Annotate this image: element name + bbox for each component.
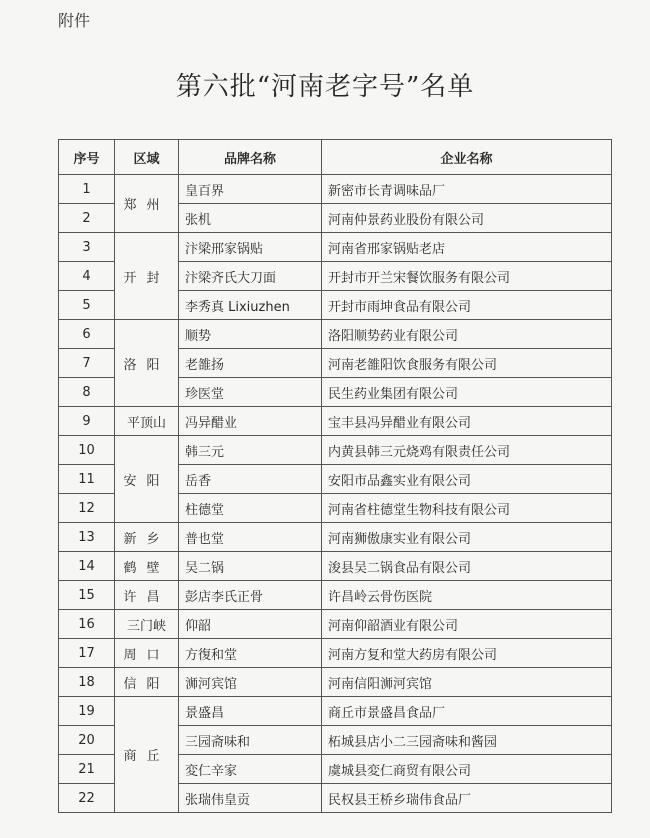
company-name-cell: 河南狮傲康实业有限公司 [322,523,612,552]
brand-name-cell: 冯异醋业 [179,407,322,436]
table-row [59,175,612,204]
table-row [59,523,612,552]
table-row [59,320,612,349]
company-name-cell: 河南老雒阳饮食服务有限公司 [322,349,612,378]
company-name-cell: 河南方复和堂大药房有限公司 [322,639,612,668]
region-cell: 鹤壁 [115,552,179,581]
company-name-cell: 开封市雨坤食品有限公司 [322,291,612,320]
company-name-cell: 民权县王桥乡瑞伟食品厂 [322,784,612,813]
row-number: 1 [59,175,115,204]
region-cell: 许昌 [115,581,179,610]
brand-list-table [58,139,612,813]
brand-name-cell: 仰韶 [179,610,322,639]
company-name-cell: 安阳市品鑫实业有限公司 [322,465,612,494]
column-header-region: 区域 [115,140,179,175]
company-name-cell: 商丘市景盛昌食品厂 [322,697,612,726]
region-cell: 安阳 [115,436,179,523]
brand-name-cell: 张瑞伟皇贡 [179,784,322,813]
region-cell: 新乡 [115,523,179,552]
brand-name-cell: 岳香 [179,465,322,494]
brand-name-cell: 珍医堂 [179,378,322,407]
region-cell: 商丘 [115,697,179,813]
company-name-cell: 许昌岭云骨伤医院 [322,581,612,610]
row-number: 9 [59,407,115,436]
column-header-brand: 品牌名称 [179,140,322,175]
row-number: 3 [59,233,115,262]
company-name-cell: 民生药业集团有限公司 [322,378,612,407]
brand-name-cell: 三园斋味和 [179,726,322,755]
brand-name-cell: 方復和堂 [179,639,322,668]
document-title: 第六批“河南老字号”名单 [175,72,475,102]
table-row [59,697,612,726]
table-row [59,552,612,581]
region-cell: 平顶山 [115,407,179,436]
company-name-cell: 河南仰韶酒业有限公司 [322,610,612,639]
row-number: 18 [59,668,115,697]
column-header-number: 序号 [59,140,115,175]
row-number: 22 [59,784,115,813]
column-header-company: 企业名称 [322,140,612,175]
table-header-row [59,140,612,175]
company-name-cell: 河南仲景药业股份有限公司 [322,204,612,233]
brand-name-cell: 彭店李氏正骨 [179,581,322,610]
row-number: 14 [59,552,115,581]
row-number: 17 [59,639,115,668]
brand-name-cell: 浉河宾馆 [179,668,322,697]
row-number: 10 [59,436,115,465]
row-number: 7 [59,349,115,378]
row-number: 13 [59,523,115,552]
brand-name-cell: 老雒扬 [179,349,322,378]
region-cell: 周口 [115,639,179,668]
table-row [59,639,612,668]
brand-name-cell: 汴梁齐氏大刀面 [179,262,322,291]
company-name-cell: 新密市长青调味品厂 [322,175,612,204]
table-row [59,610,612,639]
brand-name-cell: 吴二锅 [179,552,322,581]
row-number: 20 [59,726,115,755]
region-cell: 洛阳 [115,320,179,407]
region-cell: 郑州 [115,175,179,233]
attachment-label: 附件 [58,11,91,30]
brand-name-cell: 李秀真 Lixiuzhen [179,291,322,320]
table-row [59,233,612,262]
company-name-cell: 柘城县店小二三园斋味和酱园 [322,726,612,755]
brand-name-cell: 汴梁邢家锅贴 [179,233,322,262]
table-row [59,436,612,465]
row-number: 6 [59,320,115,349]
row-number: 21 [59,755,115,784]
brand-name-cell: 张机 [179,204,322,233]
company-name-cell: 虞城县変仁商贸有限公司 [322,755,612,784]
brand-name-cell: 普也堂 [179,523,322,552]
company-name-cell: 洛阳顺势药业有限公司 [322,320,612,349]
company-name-cell: 河南省邢家锅贴老店 [322,233,612,262]
table-row [59,407,612,436]
brand-name-cell: 韩三元 [179,436,322,465]
row-number: 15 [59,581,115,610]
brand-name-cell: 景盛昌 [179,697,322,726]
row-number: 8 [59,378,115,407]
row-number: 12 [59,494,115,523]
row-number: 2 [59,204,115,233]
region-cell: 信阳 [115,668,179,697]
company-name-cell: 开封市开兰宋餐饮服务有限公司 [322,262,612,291]
company-name-cell: 河南信阳浉河宾馆 [322,668,612,697]
brand-name-cell: 柱德堂 [179,494,322,523]
row-number: 4 [59,262,115,291]
brand-name-cell: 皇百界 [179,175,322,204]
table-body [59,175,612,813]
brand-name-cell: 変仁辛家 [179,755,322,784]
row-number: 5 [59,291,115,320]
table-row [59,668,612,697]
row-number: 11 [59,465,115,494]
company-name-cell: 宝丰县冯异醋业有限公司 [322,407,612,436]
table-row [59,581,612,610]
company-name-cell: 河南省柱德堂生物科技有限公司 [322,494,612,523]
brand-name-cell: 顺势 [179,320,322,349]
row-number: 16 [59,610,115,639]
region-cell: 三门峡 [115,610,179,639]
company-name-cell: 浚县吴二锅食品有限公司 [322,552,612,581]
company-name-cell: 内黄县韩三元烧鸡有限责任公司 [322,436,612,465]
row-number: 19 [59,697,115,726]
region-cell: 开封 [115,233,179,320]
